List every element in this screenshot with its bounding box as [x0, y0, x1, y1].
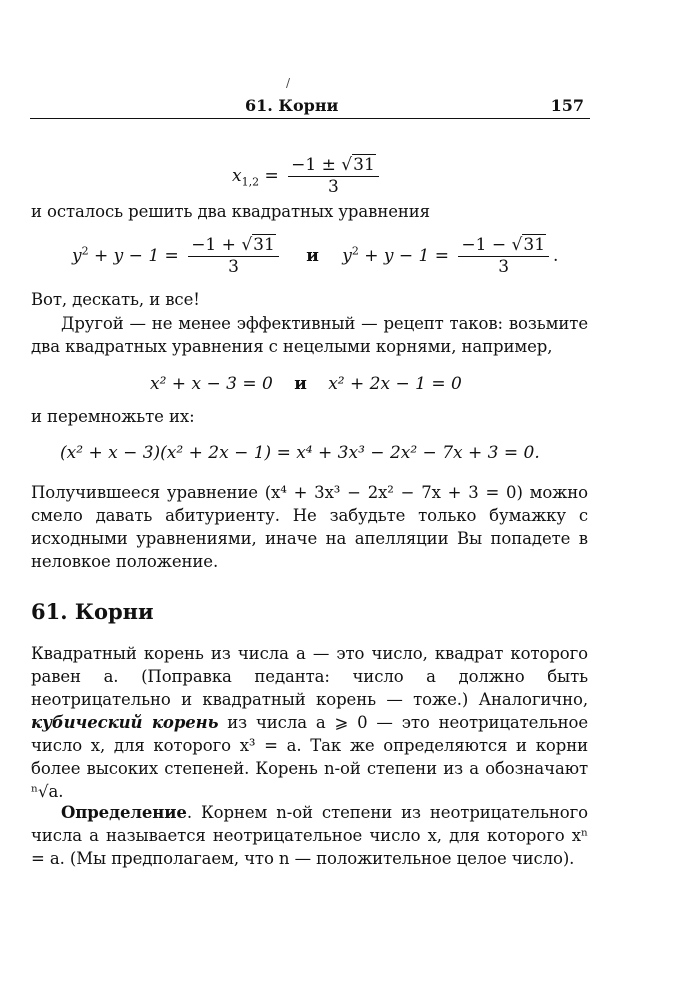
roots-fraction — [288, 155, 379, 198]
eq-left-denominator: 3 — [228, 257, 239, 277]
eq-left-sup: 2 — [81, 244, 89, 258]
eq-left-lhs: y — [72, 246, 82, 266]
quadratic-1: x² + x − 3 = 0 — [150, 374, 273, 394]
eq-right-mid: + y − 1 = — [358, 246, 449, 266]
roots-numerator: −1 ± √31 — [288, 155, 379, 177]
eq-right-denominator: 3 — [498, 257, 510, 277]
eq-right-fraction — [458, 235, 549, 278]
paragraph-square-root — [31, 642, 588, 803]
eq-right-numerator-text: −1 − — [461, 235, 512, 255]
cubic-root-term: кубический корень — [31, 713, 219, 732]
eq-right-radicand: 31 — [523, 235, 546, 255]
paragraph-definition — [31, 801, 588, 870]
eq-right-end: . — [553, 246, 559, 266]
quadratic-examples — [150, 374, 462, 394]
paragraph-multiply: и перемножьте их: — [31, 407, 195, 426]
roots-radicand: 31 — [353, 155, 375, 175]
roots-lhs: x — [232, 166, 242, 186]
roots-equals: = — [264, 166, 279, 186]
eq-left-numerator-text: −1 + — [191, 235, 242, 255]
and-word-2: и — [294, 374, 307, 394]
square-root-text-a: Квадратный корень из числа a — это число, квадрат которого равен a. (Поправка педанта: число a должно быть неотрицательно и квадратный корень — тоже.) Аналогично, — [31, 644, 588, 709]
definition-term: Определение — [61, 803, 187, 822]
product-formula: (x² + x − 3)(x² + 2x − 1) = x⁴ + 3x³ − 2x² − 7x + 3 = 0. — [60, 443, 540, 463]
eq-right-sup: 2 — [351, 244, 359, 258]
eq-right-numerator: −1 − √31 — [458, 235, 549, 257]
quadratic-2: x² + 2x − 1 = 0 — [328, 374, 462, 394]
roots-subscript: 1,2 — [241, 175, 260, 189]
section-title: 61. Корни — [31, 599, 154, 624]
square-root-text-b: из числа a ⩾ 0 — это неотрицательное число x, для которого x³ = a. Так же определяются и корни более высоких степеней. Корень n-ой степени из a обозначают ⁿ√a. — [31, 713, 588, 801]
paragraph-that-is-all: Вот, дескать, и все! — [31, 290, 200, 309]
page-number: 157 — [550, 96, 584, 115]
eq-left-fraction — [188, 235, 279, 278]
paragraph-resulting-equation: Получившееся уравнение (x⁴ + 3x³ − 2x² − 7x + 3 = 0) можно смело давать абитуриенту. Не забудьте только бумажку с исходными уравнениями, иначе на апелляции Вы попадете в неловкое положение. — [31, 483, 588, 571]
roots-denominator: 3 — [328, 177, 339, 197]
two-equations-formula — [72, 235, 558, 278]
roots-numerator-text: −1 ± — [291, 155, 342, 175]
eq-right-lhs: y — [342, 246, 352, 266]
roots-formula — [232, 155, 383, 198]
page-header — [30, 94, 590, 119]
definition-text: . Корнем n-ой степени из неотрицательного числа a называется неотрицательное число x, для которого xⁿ = a. (Мы предполагаем, что n — положительное целое число). — [31, 803, 588, 868]
eq-left-numerator: −1 + √31 — [188, 235, 279, 257]
and-word: и — [306, 246, 319, 266]
eq-left-radicand: 31 — [253, 235, 275, 255]
paragraph-another-recipe: Другой — не менее эффективный — рецепт таков: возьмите два квадратных уравнения с нецелыми корнями, например, — [31, 314, 588, 356]
running-title: 61. Корни — [245, 96, 339, 115]
eq-left-mid: + y − 1 = — [88, 246, 179, 266]
paragraph-solve-two: и осталось решить два квадратных уравнения — [31, 202, 430, 221]
stray-pen-mark: / — [286, 76, 291, 90]
